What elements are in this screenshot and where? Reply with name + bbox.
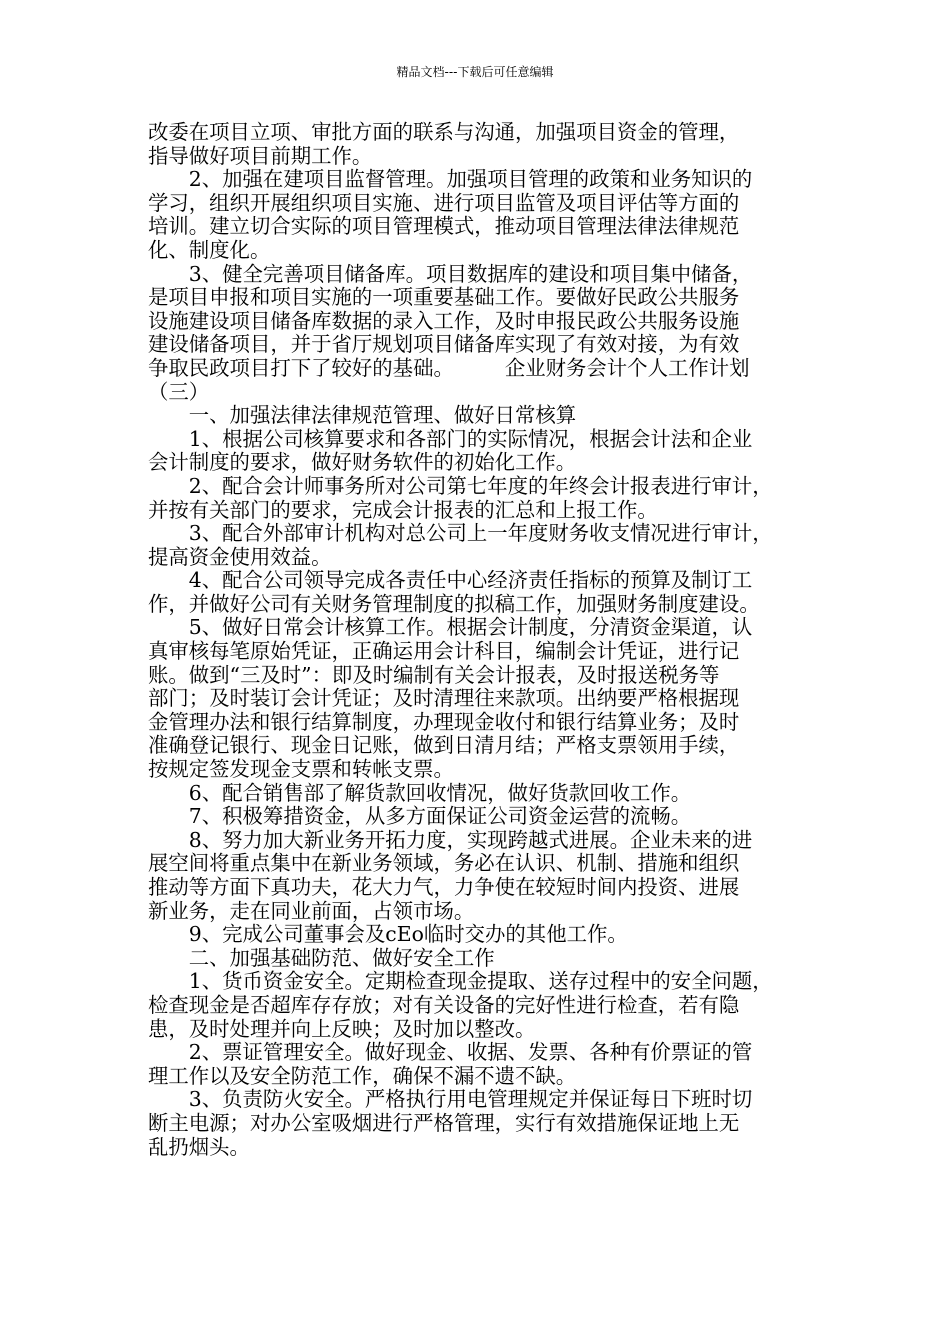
text-line: （三）: [148, 379, 210, 404]
text-line: 7、积极筹措资金，从多方面保证公司资金运营的流畅。: [148, 804, 692, 829]
text-line: 准确登记银行、现金日记账，做到日清月结；严格支票领用手续，: [148, 733, 740, 758]
text-line: 3、配合外部审计机构对总公司上一年度财务收支情况进行审计，: [148, 521, 773, 546]
text-line: 8、努力加大新业务开拓力度，实现跨越式进展。企业未来的进: [148, 827, 753, 852]
text-line: 作，并做好公司有关财务管理制度的拟稿工作，加强财务制度建设。: [148, 591, 760, 616]
text-line: 3、负责防火安全。严格执行用电管理规定并保证每日下班时切: [148, 1087, 753, 1112]
text-line: 真审核每笔原始凭证，正确运用会计科目，编制会计凭证，进行记: [148, 639, 740, 664]
text-line: 争取民政项目打下了较好的基础。 企业财务会计个人工作计划: [148, 355, 750, 380]
text-line: 指导做好项目前期工作。: [148, 143, 373, 168]
text-line: 二、加强基础防范、做好安全工作: [148, 945, 495, 970]
text-line: 会计制度的要求，做好财务软件的初始化工作。: [148, 450, 577, 475]
text-line: 金管理办法和银行结算制度，办理现金收付和银行结算业务；及时: [148, 709, 740, 734]
text-line: 检查现金是否超库存存放；对有关设备的完好性进行检查，若有隐: [148, 992, 740, 1017]
text-line: 断主电源；对办公室吸烟进行严格管理，实行有效措施保证地上无: [148, 1110, 740, 1135]
text-line: 9、完成公司董事会及cEo临时交办的其他工作。: [148, 922, 628, 947]
text-line: 并按有关部门的要求，完成会计报表的汇总和上报工作。: [148, 497, 658, 522]
text-line: 展空间将重点集中在新业务领域，务必在认识、机制、措施和组织: [148, 851, 740, 876]
text-line: 改委在项目立项、审批方面的联系与沟通，加强项目资金的管理，: [148, 120, 740, 144]
text-line: 1、根据公司核算要求和各部门的实际情况，根据会计法和企业: [148, 426, 753, 451]
text-line: 1、货币资金安全。定期检查现金提取、送存过程中的安全问题，: [148, 969, 773, 994]
text-line: 2、票证管理安全。做好现金、收据、发票、各种有价票证的管: [148, 1040, 753, 1065]
text-line: 设施建设项目储备库数据的录入工作，及时申报民政公共服务设施: [148, 308, 740, 333]
page-header: 精品文档---下载后可任意编辑: [396, 65, 554, 79]
text-line: 建设储备项目，并于省厅规划项目储备库实现了有效对接，为有效: [148, 332, 740, 357]
text-line: 乱扔烟头。: [148, 1134, 250, 1159]
text-line: 4、配合公司领导完成各责任中心经济责任指标的预算及制订工: [148, 568, 753, 593]
text-line: 账。做到“三及时”：即及时编制有关会计报表，及时报送税务等: [148, 662, 720, 687]
text-line: 新业务，走在同业前面，占领市场。: [148, 898, 475, 923]
text-line: 2、配合会计师事务所对公司第七年度的年终会计报表进行审计，: [148, 473, 773, 498]
text-line: 部门；及时装订会计凭证；及时清理往来款项。出纳要严格根据现: [148, 686, 740, 711]
text-line: 6、配合销售部了解货款回收情况，做好货款回收工作。: [148, 780, 692, 805]
text-line: 推动等方面下真功夫，花大力气，力争使在较短时间内投资、进展: [148, 875, 740, 899]
text-line: 培训。建立切合实际的项目管理模式，推动项目管理法律法律规范: [148, 214, 740, 239]
text-line: 化、制度化。: [148, 237, 271, 262]
text-line: 患，及时处理并向上反映；及时加以整改。: [148, 1016, 536, 1041]
text-line: 学习，组织开展组织项目实施、进行项目监管及项目评估等方面的: [148, 190, 740, 215]
text-line: 一、加强法律法律规范管理、做好日常核算: [148, 403, 577, 428]
text-line: 理工作以及安全防范工作，确保不漏不遗不缺。: [148, 1063, 577, 1088]
text-line: 3、健全完善项目储备库。项目数据库的建设和项目集中储备，: [148, 261, 753, 286]
text-line: 是项目申报和项目实施的一项重要基础工作。要做好民政公共服务: [148, 285, 740, 310]
document-body: [148, 121, 808, 1159]
text-line: 按规定签发现金支票和转帐支票。: [148, 757, 454, 782]
text-line: 5、做好日常会计核算工作。根据会计制度，分清资金渠道，认: [148, 615, 753, 640]
text-line: 提高资金使用效益。: [148, 544, 332, 569]
text-line: 2、加强在建项目监督管理。加强项目管理的政策和业务知识的: [148, 167, 753, 192]
